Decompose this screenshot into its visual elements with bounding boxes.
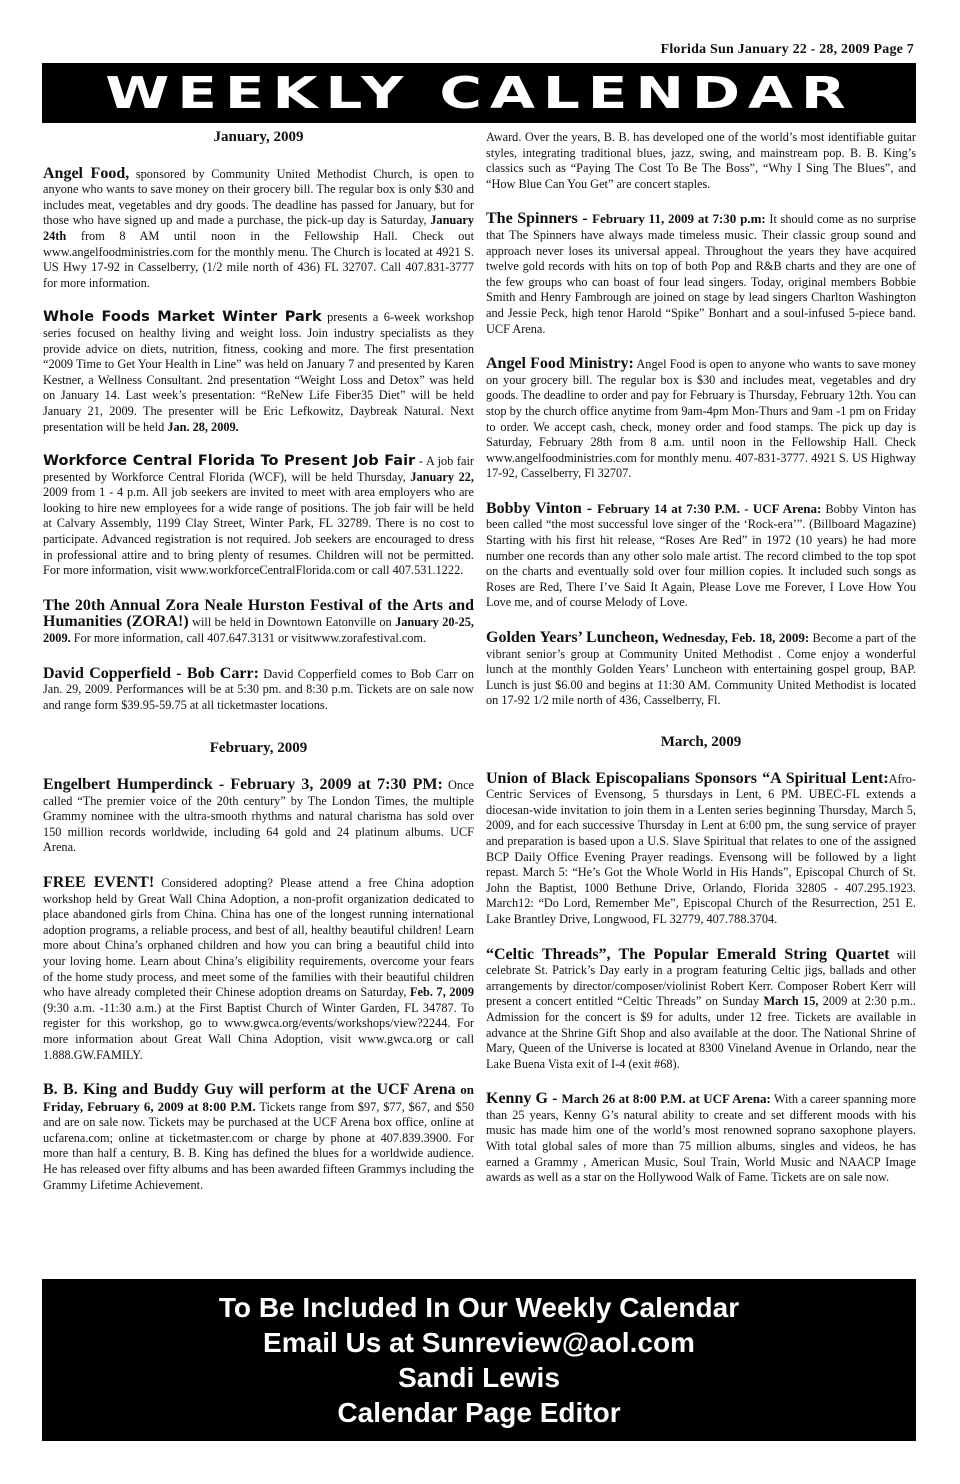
angel-food-date: January 24th — [43, 213, 474, 243]
bbking-text: Tickets range from $97, $77, $67, and $50 and are on sale now. Tickets may be purchased at the UCF Arena box office, online at ucfarena.com; online at ticketmaster.com or charge by phone at 407.839.3900. For more than half a century, B. B. King has defined the blues for a worldwide audience. He has released over fifty albums and has been awarded fifteen Grammys including the Grammy Lifetime Achievement. — [43, 1099, 474, 1192]
february-heading: February, 2009 — [209, 740, 308, 757]
ubec-title: Union of Black Episcopalians Sponsors “A Spiritual Lent: — [486, 769, 889, 787]
free-event-text: Considered adopting? Please attend a free China adoption workshop held by Great Wall China Adoption, a non-profit organization dedicated to place abandoned girls from China. China has one of the longest running international adoption programs, a reliable process, and best of all, healthy beautiful children! Learn more about China’s orphaned children and how you can bring a beautiful child into your loving home. Learn about China’s eligibility requirements, overcome your fears of the home study process, and meet some of the families with their beautiful children who have already completed their Chinese adoption dreams on Saturday, — [43, 875, 475, 1000]
workforce-text: - A job fair presented by Workforce Central Florida (WCF), will be held Thursday, — [43, 454, 474, 484]
zora-title: The 20th Annual Zora Neale Hurston Festival of the Arts and Humanities (ZORA!) — [43, 596, 474, 631]
bbking-continued: Award. Over the years, B. B. has developed one of the world’s most identifiable guitar styles, integrating traditional blues, jazz, swing, and mainstream pop. B. B. King’s classics such as “Paying The Cost To Be The Boss”, “Why I Sing The Blues”, and “How Blue Can You Get” are concert staples. — [486, 130, 916, 191]
celtic-text: will celebrate St. Patrick’s Day early in a program featuring Celtic jigs, ballads and other arrangements by director/composer/violinist Robert Kerr. Composer Robert Kerr will present a concert entitled “Celtic Threads” on Sunday — [486, 947, 916, 1009]
engelbert-text: Once called “The premier voice of the 20th century” by The London Times, the multiple Grammy nominee with the ultra-smooth rhythms and natural charisma has sold over 150 million records worldwide, including 64 gold and 24 platinum albums. UCF Arena. — [43, 778, 474, 855]
angel-ministry-listing — [486, 356, 916, 482]
spinners-text: It should come as no surprise that The Spinners have always made timeless music. Their classic group sound and approach never loses its universal appeal. Throughout the years they have acquired twelve gold records with hits on top of both Pop and R&B charts and they are one of the few groups who can boast of four lead singers. Today, original members Bobbie Smith and Henry Fambrough are joined on stage by lead singers Charlton Washington and Jessie Peck, high tenor Harold “Spike” Bonhart and a soul-infused 5-piece band. UCF Arena. — [486, 212, 916, 336]
footer-email-line: Email Us at Sunreview@aol.com — [263, 1327, 695, 1358]
bbking-title: B. B. King and Buddy Guy will perform at the UCF Arena — [43, 1081, 456, 1099]
celtic-title: “Celtic Threads”, The Popular Emerald String Quartet — [486, 945, 890, 963]
angel-food-text: sponsored by Community United Methodist Church, is open to anyone who wants to save money on their grocery bill. The regular box is only $30 and includes meat, vegetables and dry goods. The deadline has passed for January, but for those who have signed up and made a purchase, the pick-up day is Saturday, — [43, 166, 475, 228]
copperfield-title: David Copperfield - Bob Carr: — [43, 664, 259, 682]
workforce-date: January 22, — [410, 469, 474, 484]
ubec-listing — [486, 771, 916, 928]
engelbert-title: Engelbert Humperdinck - February 3, 2009 at 7:30 PM: — [43, 776, 443, 793]
spinners-listing — [486, 211, 916, 337]
angel-ministry-title: Angel Food Ministry: — [486, 355, 634, 373]
bbking-date: on Friday, February 6, 2009 at 8:00 P.M. — [43, 1082, 475, 1114]
zora-text-2: For more information, call 407.647.3131 or visitwww.zorafestival.com. — [70, 631, 427, 646]
celtic-date: March 15, — [763, 994, 819, 1009]
spinners-date: February 11, 2009 at 7:30 p.m: — [592, 211, 766, 227]
banner-title: WEEKLY CALENDAR — [104, 67, 854, 119]
golden-years-title: Golden Years’ Luncheon, — [486, 629, 659, 647]
golden-years-date: Wednesday, Feb. 18, 2009: — [658, 630, 810, 646]
free-event-text-2: (9:30 a.m. -11:30 a.m.) at the First Baptist Church of Winter Garden, FL 34787. To register for this workshop, go to www.gwca.org/events/workshops/view?2244. For more information about Great Wall China Adoption, visit www.gwca.org or call 1.888.GW.FAMILY. — [43, 1000, 474, 1062]
vinton-date: February 14 at 7:30 P.M. - UCF Arena: — [597, 500, 822, 516]
kennyg-listing — [486, 1091, 916, 1186]
celtic-listing — [486, 947, 916, 1073]
whole-foods-text: presents a 6-week workshop series focused on healthy living and weight loss. Join industry specialists as they provide advice on diets, nutrition, fitness, cooking and more. The first presentation “2009 Time to Get Your Health in Line” was held on January 7 and presented by Karen Kestner, a Wellness Consultant. 2nd presentation “Weight Loss and Detox” was held on January 14. Last week’s presentation: “ReNew Life Fiber35 Diet” will be held January 21, 2009. The presenter will be Eric Lefkowitz, Daybreak Natural. Next presentation will be held — [43, 310, 474, 434]
footer-line-1: To Be Included In Our Weekly Calendar — [218, 1292, 740, 1323]
whole-foods-listing — [43, 310, 474, 435]
zora-listing — [43, 598, 474, 647]
zora-date: January 20-25, 2009. — [43, 615, 474, 646]
free-event-date: Feb. 7, 2009 — [410, 985, 474, 1000]
footer-editor-title: Calendar Page Editor — [337, 1397, 621, 1428]
golden-years-text: Become a part of the vibrant senior’s group at Community United Methodist . Come enjoy a wonderful lunch at the monthly Golden Years’ Luncheon with entertaining gospel group, BAP. Lunch is just $6.00 and begins at 11:30 AM. Community United Methodist is located on 17-92 1/2 mile north of 436, Casselberry, Fl. — [486, 631, 916, 708]
left-column — [43, 130, 474, 1212]
whole-foods-date: Jan. 28, 2009. — [167, 419, 239, 434]
right-column — [486, 130, 916, 1205]
bbking-listing — [43, 1082, 474, 1193]
kennyg-title: Kenny G - — [486, 1090, 562, 1108]
kennyg-date: March 26 at 8:00 P.M. at UCF Arena: — [561, 1091, 771, 1107]
angel-ministry-text: Angel Food is open to anyone who wants to save money on your grocery bill. The regular box is $30 and includes meat, vegetables and dry goods. The deadline to order and pay for February is Thursday, February 12th. You can stop by the church office anytime from 9am-4pm Mon-Thurs and 9am -1 pm on Friday to order. We accept cash, check, money order and food stamps. The pick up day is Saturday, February 28th from 8 a.m. until noon in the Fellowship Hall. Check www.angelfoodministries.com for monthly menu. 407-831-3777. 4921 S. US Highway 17-92, Casselberry, Fl 32707. — [486, 357, 917, 481]
vinton-text: Bobby Vinton has been called “the most successful love singer of the ‘Rock-era’”. (Billboard Magazine) Starting with his first hit release, “Roses Are Red” in 1972 (10 years) he had more number one records than any other solo male artist. The record climbed to the top spot on the charts and eventually sold over four million copies. It included such songs as Roses are Red, There I’ve Said It Again, Please Love me Forever, I Love How You Love me, and of course Melody of Love. — [486, 501, 916, 610]
engelbert-listing — [43, 777, 474, 856]
workforce-title: Workforce Central Florida To Present Job Fair — [43, 453, 416, 470]
weekly-calendar-banner — [42, 63, 916, 123]
copperfield-text: David Copperfield comes to Bob Carr on Jan. 29, 2009. Performances will be at 5:30 pm. and 8:30 p.m. Tickets are on sale now and range form $39.95-59.75 at all ticketmaster locations. — [43, 666, 475, 712]
free-event-title: FREE EVENT! — [43, 873, 155, 891]
vinton-title: Bobby Vinton - — [486, 499, 598, 517]
workforce-listing — [43, 454, 474, 579]
page-header: Florida Sun January 22 - 28, 2009 Page 7 — [660, 42, 914, 57]
vinton-listing — [486, 501, 916, 611]
angel-food-title: Angel Food, — [43, 164, 130, 182]
footer-editor-name: Sandi Lewis — [398, 1362, 560, 1393]
kennyg-text: With a career spanning more than 25 years, Kenny G’s natural ability to create and set different moods with his music has made him one of the world’s most renowned soprano saxophone players. With total global sales of more than 75 million albums, singles and videos, he has earned a Grammy , American Music, Soul Train, World Music and NAACP Image awards as well as a star on the Hollywood Walk of Fame. Tickets are on sale now. — [486, 1092, 916, 1185]
march-heading: March, 2009 — [660, 734, 742, 750]
celtic-text-2: 2009 at 2:30 p.m.. Admission for the concert is $9 for adults, under 12 free. Tickets are available in advance at the Shrine Gift Shop and also available at the door. The National Shrine of Mary, Queen of the Universe is located at 8300 Vineland Avenue in Orlando, near the Lake Buena Vista exit of I-4 (exit #68). — [486, 994, 916, 1071]
whole-foods-title: Whole Foods Market Winter Park — [43, 309, 322, 326]
january-heading: January, 2009 — [213, 129, 304, 145]
golden-years-listing — [486, 630, 916, 709]
copperfield-listing — [43, 666, 474, 714]
zora-text: will be held in Downtown Eatonville on — [188, 615, 396, 630]
workforce-text-2: 2009 from 1 - 4 p.m. All job seekers are invited to meet with area employers who are looking to hire new employees for a wide range of positions. The job fair will be held at Calvary Assembly, 1199 Clay Street, Winter Park, FL 32789. There is no cost to participate. Advanced registration is not required. Job seekers are encouraged to dress in professional attire and to bring plenty of resumes. Children will not be permitted. For more information, visit www.workforceCentralFlorida.com or call 407.531.1222. — [43, 485, 474, 578]
submission-footer — [42, 1279, 916, 1441]
free-event-listing — [43, 875, 474, 1063]
angel-food-listing — [43, 166, 474, 292]
angel-food-text-2: from 8 AM until noon in the Fellowship Hall. Check out www.angelfoodministries.com for the monthly menu. The Church is located at 4921 S. US Hwy 17-92 in Casselberry, (1/2 mile north of 436) FL 32707. Call 407.831-3777 for more information. — [43, 228, 474, 290]
ubec-text: Afro-Centric Services of Evensong, 5 thursdays in Lent, 6 PM. UBEC-FL extends a diocesan-wide invitation to join them in a Lenten series beginning Thursday, March 5, 2009, and for each successive Thursday in Lent at 6:00 pm, the sung service of prayer and preparation is based upon a U.S. Slave Spiritual that relates to one of the assigned BCP Daily Office Evening Prayer readings. Evensong will be followed by a light repast. March 5: “He’s Got the Whole World in His Hands”, Episcopal Church of St. John the Baptist, 1000 Bethune Drive, Orlando, Florida 32805 - 407.295.1923. March12: “Do Lord, Remember Me”, Episcopal Church of the Resurrection, 251 E. Lake Brantley Drive, Longwood, FL 32779, 407.788.3704. — [486, 771, 916, 926]
spinners-title: The Spinners - — [486, 210, 593, 228]
